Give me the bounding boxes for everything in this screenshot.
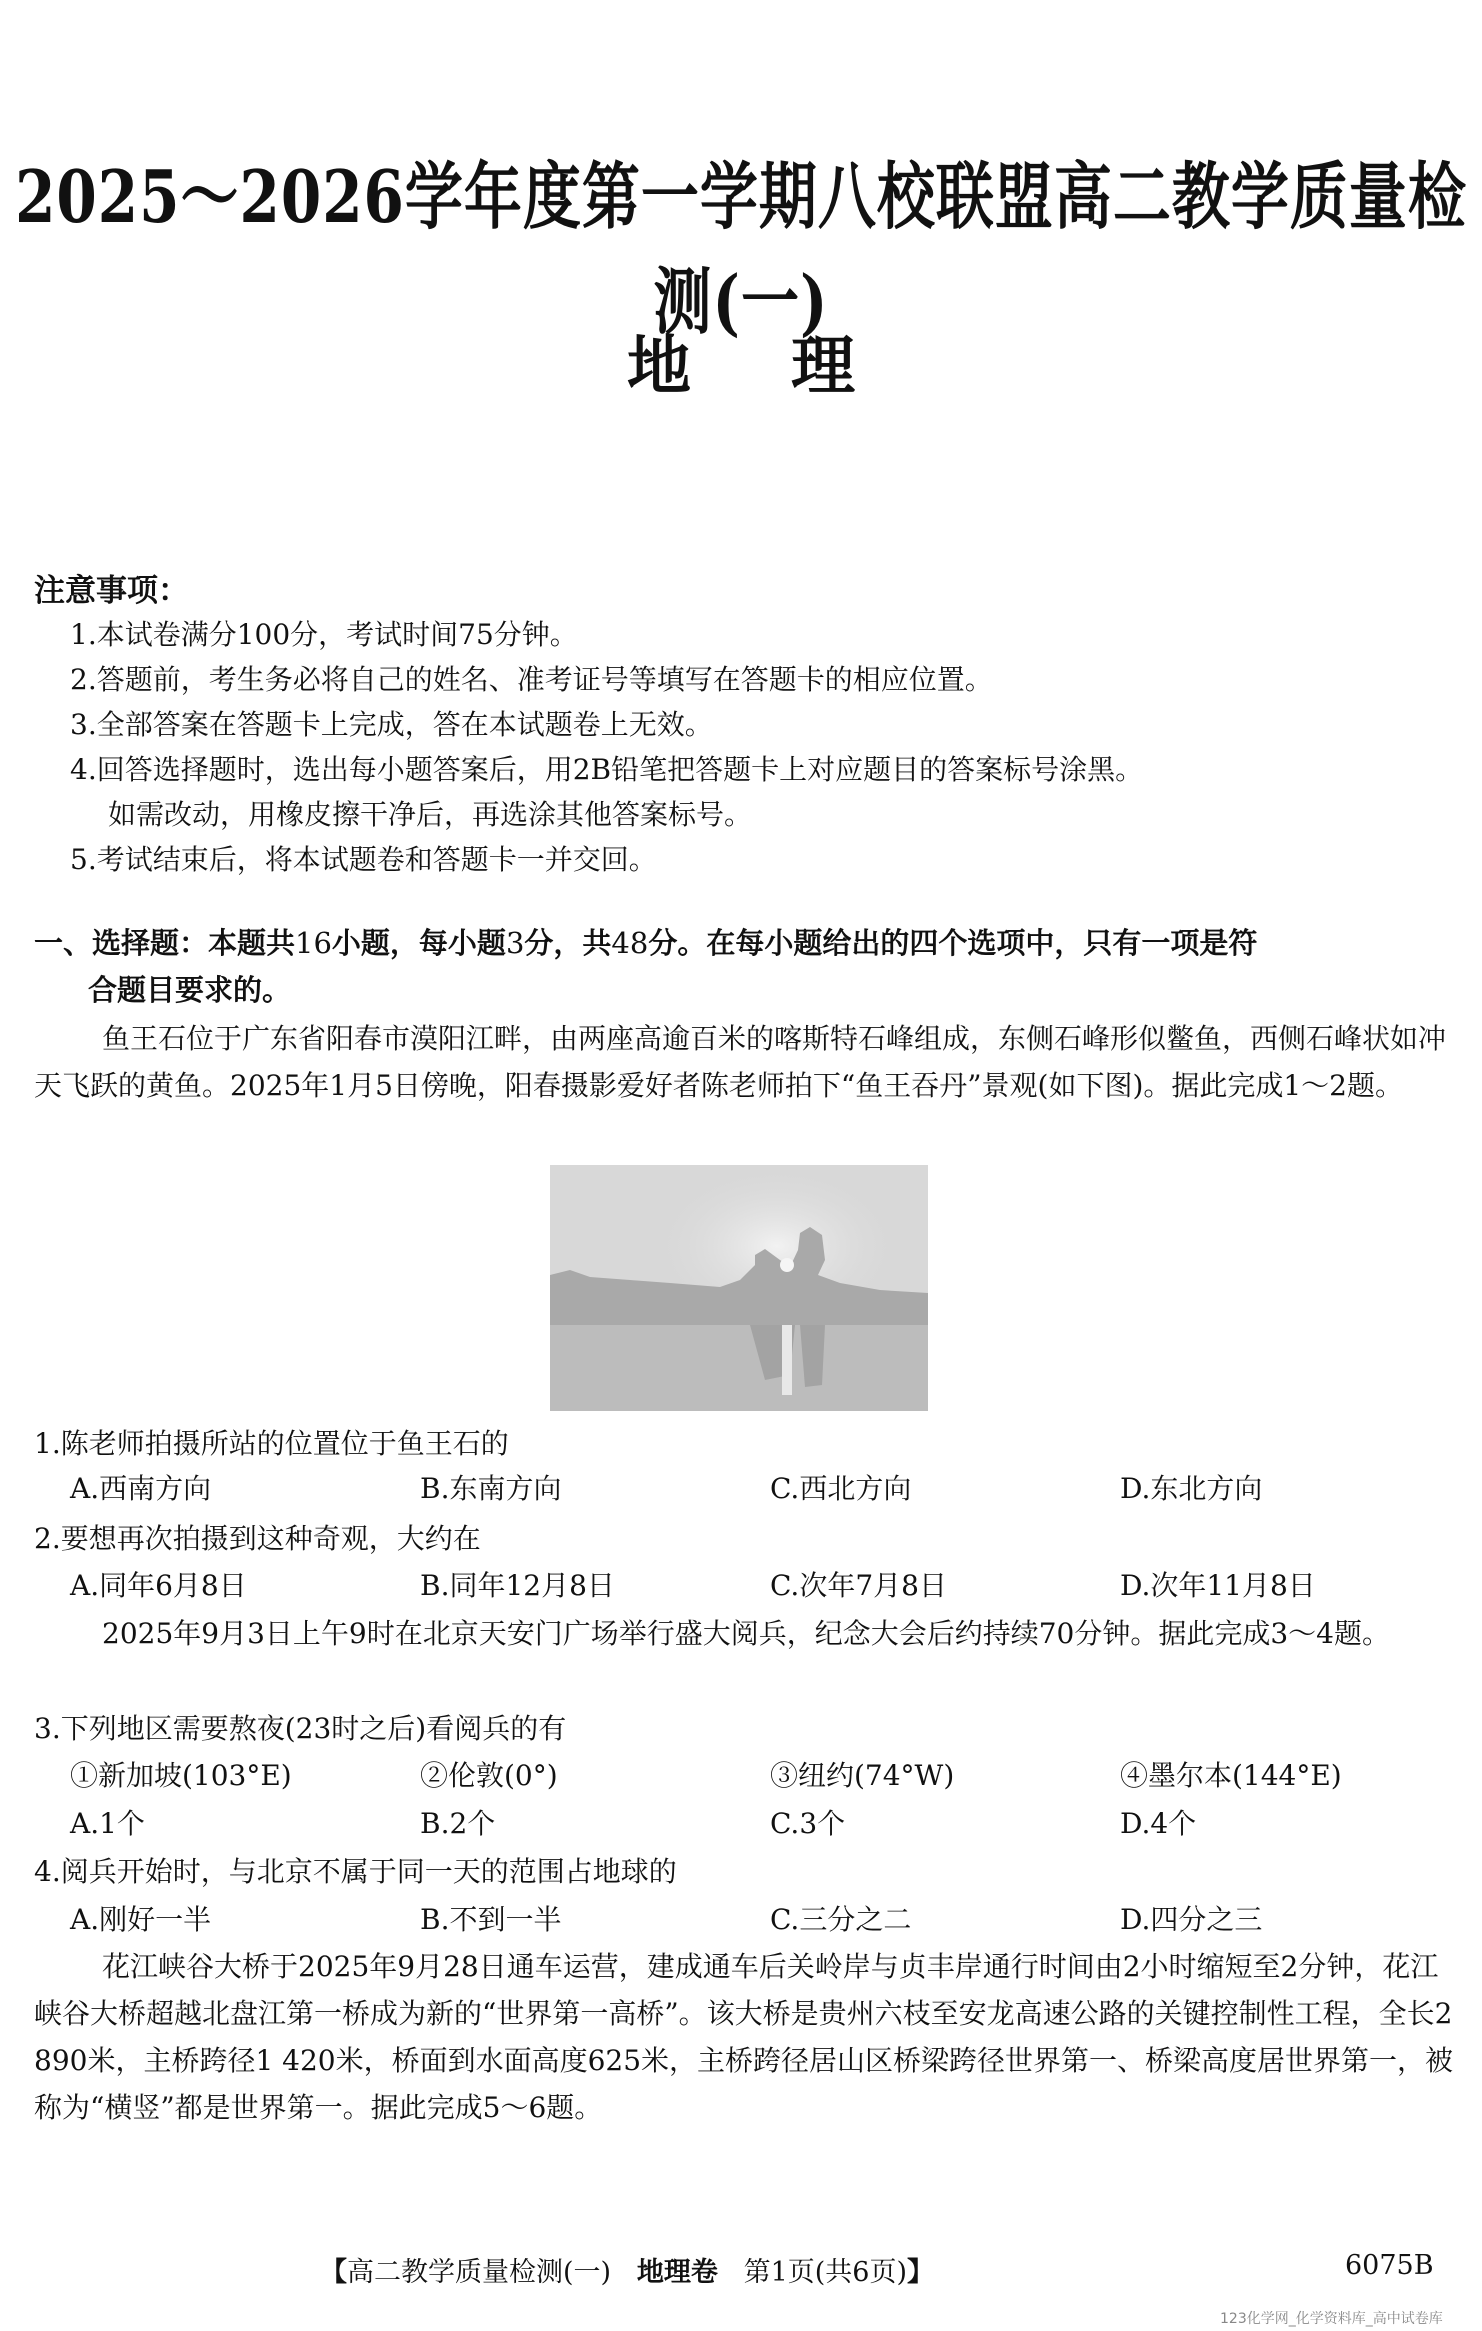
option-a[interactable]: A.1个 xyxy=(70,1807,145,1840)
paper-code: 6075B xyxy=(1345,2250,1434,2281)
subject-title xyxy=(0,315,1482,407)
option-a[interactable]: A.刚好一半 xyxy=(70,1903,212,1936)
notice-heading: 注意事项： xyxy=(34,573,189,609)
subject-char-1: 地 xyxy=(627,330,691,404)
question-3-items xyxy=(70,1752,1470,1799)
passage-parade: 2025年9月3日上午9时在北京天安门广场举行盛大阅兵，纪念大会后约持续70分钟。据此完成3～4题。 xyxy=(102,1617,1390,1650)
points-each: 3 xyxy=(505,926,525,960)
option-d[interactable]: D.次年11月8日 xyxy=(1120,1569,1316,1602)
passage-yuwangshi: 鱼王石位于广东省阳春市漠阳江畔，由两座高逾百米的喀斯特石峰组成，东侧石峰形似鳖鱼，西侧石峰状如冲天飞跃的黄鱼。2025年1月5日傍晚，阳春摄影爱好者陈老师拍下“鱼王吞丹”景观(如下图)。据此完成1～2题。 xyxy=(34,1022,1447,1102)
option-b[interactable]: B.不到一半 xyxy=(420,1903,562,1936)
watermark: 123化学网_化学资料库_高中试卷库 xyxy=(1220,2311,1443,2327)
notice-item-continuation: 如需改动，用橡皮擦干净后，再选涂其他答案标号。 xyxy=(108,798,753,831)
notice-item: 3.全部答案在答题卡上完成，答在本试题卷上无效。 xyxy=(70,708,713,741)
notice-list xyxy=(70,612,1450,882)
sunset-photo-figure xyxy=(550,1165,928,1411)
item-2: ②伦敦(0°) xyxy=(420,1759,558,1792)
notice-item: 1.本试卷满分100分，考试时间75分钟。 xyxy=(70,618,578,651)
question-1-stem: 1.陈老师拍摄所站的位置位于鱼王石的 xyxy=(34,1427,509,1460)
notice-item: 5.考试结束后，将本试题卷和答题卡一并交回。 xyxy=(70,843,657,876)
section-heading: 一、选择题：本题共16小题，每小题3分，共48分。在每小题给出的四个选项中，只有一项是符 合题目要求的。 xyxy=(34,926,1258,1007)
option-a[interactable]: A.西南方向 xyxy=(70,1472,212,1505)
question-3-options xyxy=(70,1800,1470,1847)
option-c[interactable]: C.次年7月8日 xyxy=(770,1569,947,1602)
option-c[interactable]: C.西北方向 xyxy=(770,1472,912,1505)
option-d[interactable]: D.4个 xyxy=(1120,1807,1197,1840)
subject-char-2: 理 xyxy=(791,330,855,404)
footer-paper-name: 地理卷 xyxy=(636,2257,718,2288)
landscape-photo-icon xyxy=(550,1165,928,1411)
option-c[interactable]: C.三分之二 xyxy=(770,1903,912,1936)
option-b[interactable]: B.东南方向 xyxy=(420,1472,562,1505)
option-b[interactable]: B.2个 xyxy=(420,1807,496,1840)
item-3: ③纽约(74°W) xyxy=(770,1759,955,1792)
footer-exam-name: 高二教学质量检测(一) xyxy=(347,2257,612,2288)
exam-title: 2025～2026学年度第一学期八校联盟高二教学质量检测(一) xyxy=(15,154,1467,345)
option-d[interactable]: D.东北方向 xyxy=(1120,1472,1263,1505)
notice-item: 2.答题前，考生务必将自己的姓名、准考证号等填写在答题卡的相应位置。 xyxy=(70,663,993,696)
notice-item: 4.回答选择题时，选出每小题答案后，用2B铅笔把答题卡上对应题目的答案标号涂黑。 xyxy=(70,753,1144,786)
option-d[interactable]: D.四分之三 xyxy=(1120,1903,1263,1936)
item-1: ①新加坡(103°E) xyxy=(70,1759,292,1792)
question-3-stem: 3.下列地区需要熬夜(23时之后)看阅兵的有 xyxy=(34,1712,567,1745)
option-b[interactable]: B.同年12月8日 xyxy=(420,1569,615,1602)
question-4-stem: 4.阅兵开始时，与北京不属于同一天的范围占地球的 xyxy=(34,1855,677,1888)
question-1-options xyxy=(70,1465,1470,1512)
footer-page-number: 第1页(共6页) xyxy=(743,2257,908,2288)
question-2-stem: 2.要想再次拍摄到这种奇观，大约在 xyxy=(34,1522,481,1555)
question-2-options xyxy=(70,1562,1470,1609)
question-4-options xyxy=(70,1896,1470,1943)
item-4: ④墨尔本(144°E) xyxy=(1120,1759,1342,1792)
option-a[interactable]: A.同年6月8日 xyxy=(70,1569,247,1602)
question-count: 16 xyxy=(295,926,332,960)
passage-huajiang-bridge: 花江峡谷大桥于2025年9月28日通车运营，建成通车后关岭岸与贞丰岸通行时间由2小时缩短至2分钟，花江峡谷大桥超越北盘江第一桥成为新的“世界第一高桥”。该大桥是贵州六枝至安龙高速公路的关键控制性工程，全长2 890米，主桥跨径1 420米，桥面到水面高度625米，主桥跨径居山区桥梁跨径世界第一、桥梁高度居世界第一，被称为“横竖”都是世界第一。据此完成5～6题。 xyxy=(34,1950,1454,2124)
option-c[interactable]: C.3个 xyxy=(770,1807,846,1840)
total-points: 48 xyxy=(611,926,649,960)
